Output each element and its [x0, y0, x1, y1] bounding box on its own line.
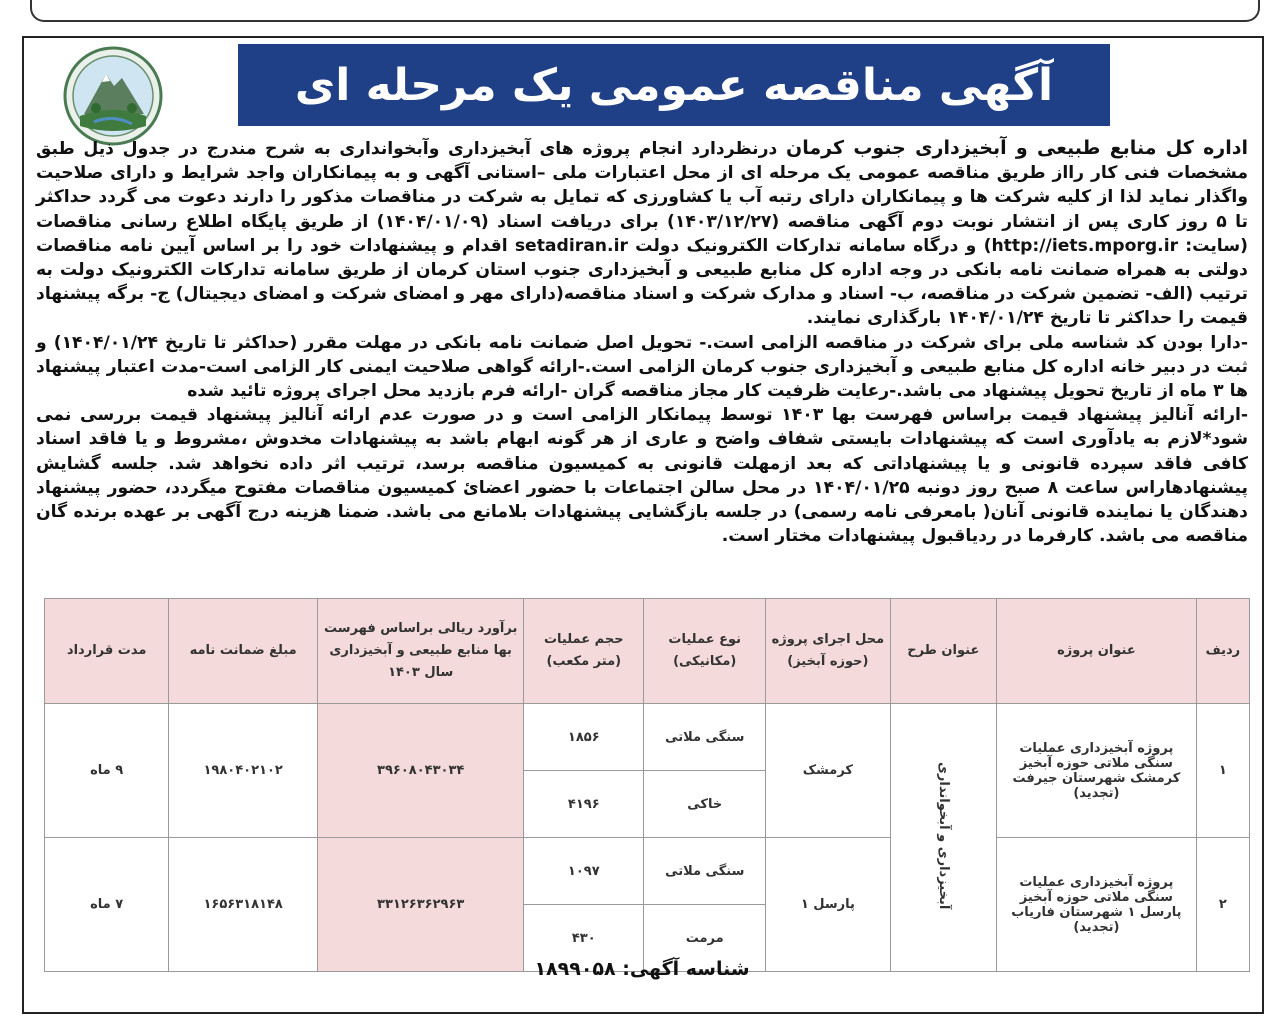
guarantee-amount: ۱۹۸۰۴۰۲۱۰۲ [169, 704, 318, 838]
header-duration: مدت قرارداد [45, 599, 169, 704]
contract-duration: ۹ ماه [45, 704, 169, 838]
ad-body [36, 136, 1248, 548]
header-guarantee: مبلغ ضمانت نامه [169, 599, 318, 704]
guarantee-amount: ۱۶۵۶۳۱۸۱۴۸ [169, 838, 318, 972]
header-estimate: برآورد ریالی براساس فهرست بها منابع طبیعی و آبخیزداری سال ۱۴۰۳ [318, 599, 524, 704]
operation-volume: ۴۱۹۶ [524, 771, 644, 838]
project-location: پارسل ۱ [766, 838, 890, 972]
header-operation-volume: حجم عملیات (متر مکعب) [524, 599, 644, 704]
project-location: کرمشک [766, 704, 890, 838]
operation-volume: ۱۸۵۶ [524, 704, 644, 771]
operation-volume: ۱۰۹۷ [524, 838, 644, 905]
operation-type: خاکی [644, 771, 766, 838]
paragraph-3: -ارائه آنالیز پیشنهاد قیمت براساس فهرست بها ۱۴۰۳ توسط پیمانکار الزامی است و در صورت عدم ارائه آنالیز پیشنهاد قیمت بررسی نمی شود*لازم به یادآوری است که پیشنهادات بایستی شفاف واضح و عاری از هر گونه ابهام باشد به پیشنهادات مخدوش ،مشروط و یا فاقد اسناد کافی فاقد سپرده قانونی و یا پیشنهاداتی که بعد ازمهلت قانونی به کمیسیون مناقصه برسد، ترتیب اثر داده نخواهد شد. جلسه گشایش پیشنهادهاراس ساعت ۸ صبح روز دونبه ۱۴۰۴/۰۱/۲۵ در محل سالن اجتماعات با حضور اعضائ کمیسیون مناقصات مفتوح میگردد، حضور پیشنهاد دهندگان یا نماینده قانونی آنان( بامعرفی نامه رسمی) در جلسه بازگشایی پیشنهادات بلامانع می باشد. ضمنا هزینه درج آگهی بر عهده برنده گان مناقصه می باشد. کارفرما در ردیاقبول پیشنهادات مختار است. [36, 405, 1249, 547]
header-plan-title: عنوان طرح [890, 599, 997, 704]
header-row-number: ردیف [1196, 599, 1249, 704]
contract-duration: ۷ ماه [45, 838, 169, 972]
row-number: ۱ [1196, 704, 1249, 838]
plan-title: آبخیزداری و آبخوانداری [890, 704, 997, 972]
table-row [45, 704, 1250, 771]
header-project-title: عنوان پروژه [997, 599, 1197, 704]
operation-volume: ۴۳۰ [524, 905, 644, 972]
header-location: محل اجرای پروژه (حوزه آبخیز) [766, 599, 890, 704]
row-number: ۲ [1196, 838, 1249, 972]
project-title: پروژه آبخیزداری عملیات سنگی ملاتی حوزه آبخیز پارسل ۱ شهرستان فاریاب (تجدید) [997, 838, 1197, 972]
operation-type: سنگی ملاتی [644, 704, 766, 771]
paragraph-2: -دارا بودن کد شناسه ملی برای شرکت در مناقصه الزامی است.- تحویل اصل ضمانت نامه بانکی در مهلت مقرر (حداکثر تا تاریخ ۱۴۰۴/۰۱/۲۴) و ثبت در دبیر خانه اداره کل منابع طبیعی و آبخیزداری جنوب کرمان الزامی است.-ارائه گواهی صلاحیت ایمنی کار الزامی است-مدت اعتبار پیشنهاد ها ۳ ماه از تاریخ تحویل پیشنهاد می باشد.-رعایت ظرفیت کار مجاز مناقصه گران -ارائه فرم بازدید محل اجرای پروژه تائید شده [36, 332, 1249, 402]
estimate-value: ۳۳۱۲۶۳۶۲۹۶۳ [318, 838, 524, 972]
header-operation-type: نوع عملیات (مکانیکی) [644, 599, 766, 704]
operation-type: سنگی ملاتی [644, 838, 766, 905]
ad-id: شناسه آگهی: ۱۸۹۹۰۵۸ [534, 958, 750, 980]
table-row [45, 838, 1250, 905]
project-title: پروژه آبخیزداری عملیات سنگی ملاتی حوزه آبخیز کرمشک شهرستان جیرفت (تجدید) [997, 704, 1197, 838]
operation-type: مرمت [644, 905, 766, 972]
projects-table [44, 598, 1250, 952]
organization-name: اداره کل منابع طبیعی و آبخیزداری جنوب کرمان [786, 137, 1249, 159]
estimate-value: ۳۹۶۰۸۰۴۳۰۳۴ [318, 704, 524, 838]
top-decoration [30, 0, 1260, 22]
organization-logo [44, 44, 182, 148]
ad-title: آگهی مناقصه عمومی یک مرحله ای [238, 44, 1110, 126]
paragraph-1: اداره کل منابع طبیعی و آبخیزداری جنوب کرمان درنظردارد انجام پروژه های آبخیزداری وآبخوانداری به شرح مندرج در جدول ذیل طبق مشخصات فنی کار رااز طریق مناقصه عمومی یک مرحله ای از محل اعتبارات ملی –استانی آگهی و به پیمانکاران واجد شرایط و دارای صلاحیت واگذار نماید لذا از کلیه شرکت ها و پیمانکاران دارای رتبه آب یا کشاورزی که تمایل به شرکت در مناقصات مذکور را دارند دعوت می گردد حداکثر تا ۵ روز کاری پس از انتشار نوبت دوم آگهی مناقصه (۱۴۰۳/۱۲/۲۷) برای دریافت اسناد (۱۴۰۴/۰۱/۰۹) از طریق پایگاه اطلاع رسانی مناقصات (سایت: http://iets.mporg.ir) و درگاه سامانه تدارکات الکترونیک دولت setadiran.ir اقدام و پیشنهادات خود را بر اساس آیین نامه مناقصات دولتی به همراه ضمانت نامه بانکی در وجه اداره کل منابع طبیعی و آبخیزداری جنوب استان کرمان از طریق سامانه تدارکات الکترونیک دولت به ترتیب (الف- تضمین شرکت در مناقصه، ب- اسناد و مدارک شرکت و اسناد مناقصه(دارای مهر و امضای شرکت و امضای دیجیتال) ج- برگه پیشنهاد قیمت را حداکثر تا تاریخ ۱۴۰۴/۰۱/۲۴ بارگذاری نمایند. [36, 137, 1249, 329]
